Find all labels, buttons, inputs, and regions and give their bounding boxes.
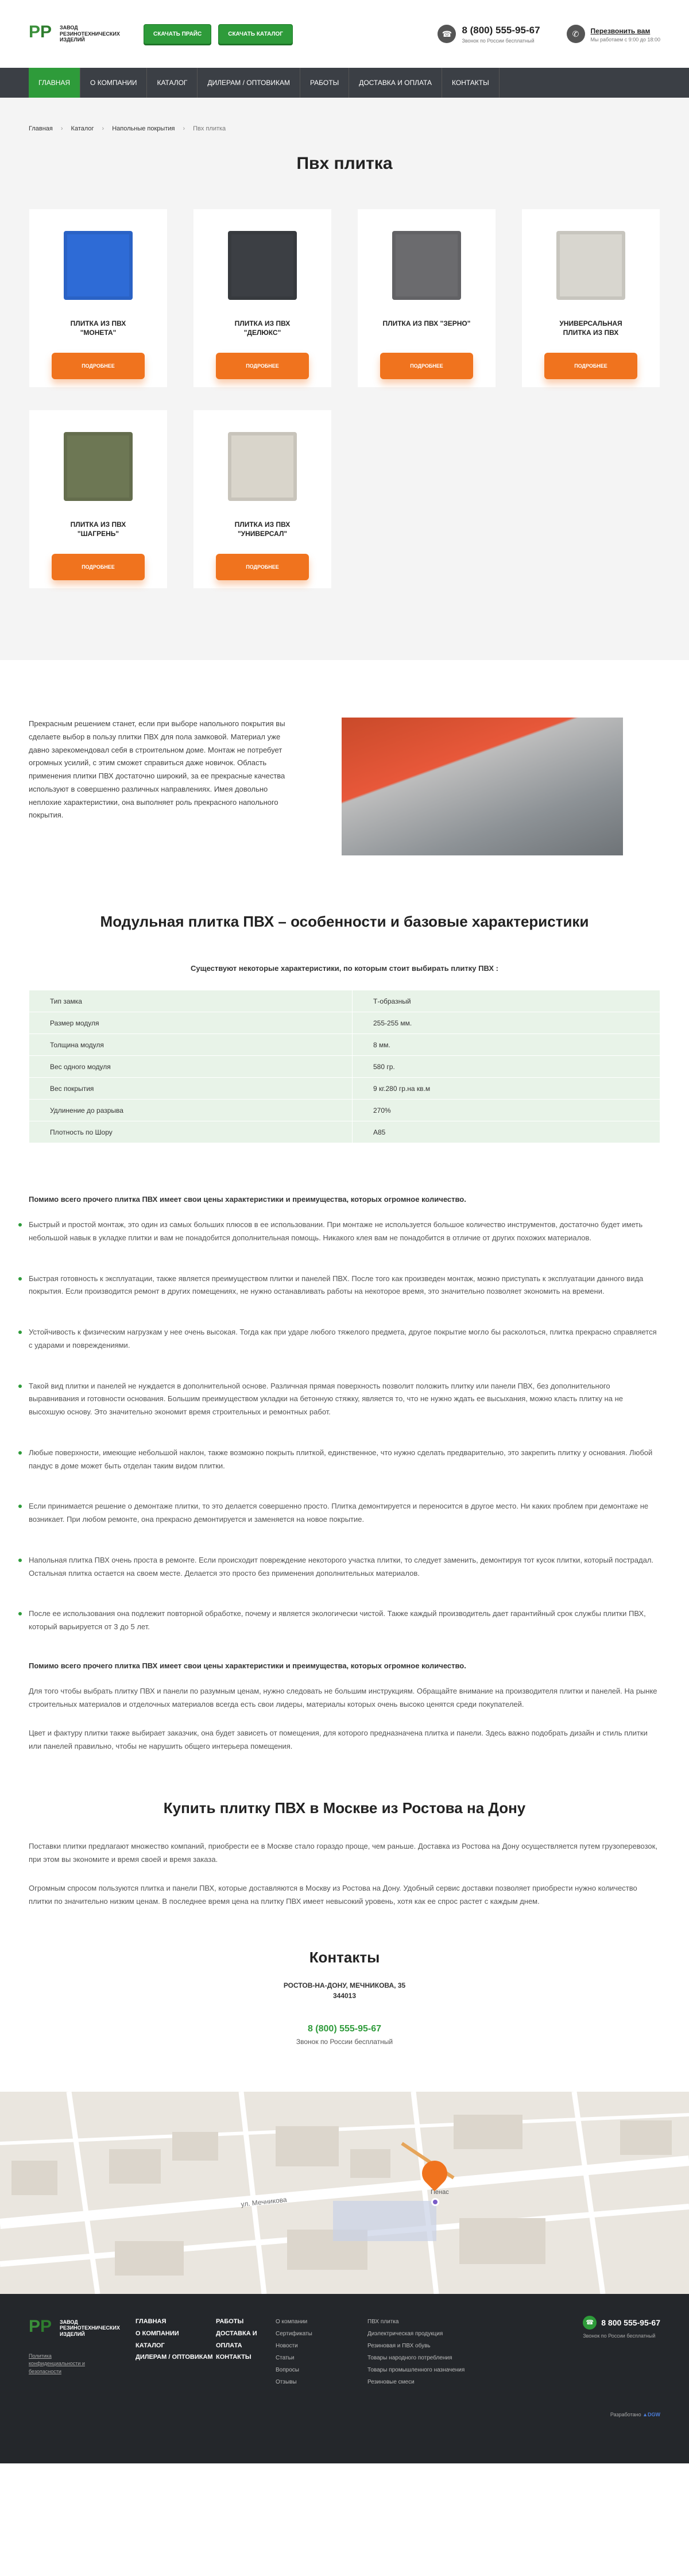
privacy-link[interactable]: Политика конфиденциальности и безопасности bbox=[29, 2353, 85, 2374]
buy-title: Купить плитку ПВХ в Москве из Ростова на Дону bbox=[163, 1799, 526, 1817]
table-row bbox=[29, 990, 660, 1012]
footer-link[interactable]: Резиновая и ПВХ обувь bbox=[367, 2342, 431, 2349]
list-item: Любые поверхности, имеющие небольшой наклон, также возможно покрыть плиткой, единственное, что нужно сделать предварительно, это закрепить плитку у основания. Любой пандус в доме может быть отделан таким видом плитки. bbox=[29, 1447, 660, 1473]
product-card[interactable] bbox=[522, 209, 660, 387]
product-card[interactable] bbox=[358, 209, 496, 387]
product-card[interactable] bbox=[29, 410, 167, 588]
second-heading: Помимо всего прочего плитка ПВХ имеет свои цены характеристики и преимущества, которых огромное количество. bbox=[29, 1661, 466, 1670]
footer-link[interactable]: РАБОТЫ bbox=[216, 2317, 244, 2325]
product-title[interactable]: ПЛИТКА ИЗ ПВХ "УНИВЕРСАЛ" bbox=[234, 520, 291, 538]
intro-text: Прекрасным решением станет, если при выборе напольного покрытия вы сделаете выбор в пользу плитки ПВХ для пола замковой. Материал уже давно зарекомендовал себя в строительном доме. Монтаж не потребует огромных усилий, с этим сможет справиться даже новичок. Область применения плитки ПВХ достаточно широкий, за ее прекрасные качества используют в совершенно различных направлениях. Имея довольно неплохие характеристики, она выполняет роль прекрасного напольного покрытия. bbox=[29, 719, 285, 820]
product-image[interactable] bbox=[228, 231, 297, 300]
logo[interactable] bbox=[29, 21, 144, 47]
footer-link[interactable]: Статьи bbox=[276, 2354, 295, 2361]
specs-caption: Существуют некоторые характеристики, по которым стоит выбирать плитку ПВХ : bbox=[191, 964, 498, 973]
table-row bbox=[29, 1034, 660, 1056]
spec-name: Плотность по Шору bbox=[29, 1121, 353, 1143]
breadcrumb: Главная › Каталог › Напольные покрытия › Пвх плитка bbox=[29, 125, 226, 132]
buy-para-2: Огромным спросом пользуются плитка и панели ПВХ, которые доставляются в Москву из Ростова на Дону. Удобный сервис доставки позволяет приобрести нужно количество плитки по значительно низким ценам. В последнее время цена на плитку ПВХ имеет невысокий уровень, хотя как ее спрос растет с каждым днем. bbox=[29, 1884, 637, 1906]
product-card[interactable] bbox=[193, 410, 331, 588]
spec-value: 270% bbox=[353, 1100, 660, 1121]
developer-logo-icon: ▲DGW bbox=[642, 2411, 660, 2417]
nav-item-0[interactable]: ГЛАВНАЯ bbox=[29, 68, 80, 98]
footer-link[interactable]: О КОМПАНИИ bbox=[136, 2330, 179, 2337]
list-item: Если принимается решение о демонтаже плитки, то это делается совершенно просто. Плитка демонтируется и переносится в другое место. Ни каких проблем при демонтаже не возникает. При любом ремонте, она прекрасно демонтируется и заменяется на новое покрытие. bbox=[29, 1500, 660, 1526]
footer-link[interactable]: Товары промышленного назначения bbox=[367, 2366, 465, 2373]
contacts-phone[interactable]: 8 (800) 555-95-67 bbox=[307, 2023, 382, 2034]
footer-link[interactable]: О компании bbox=[276, 2318, 308, 2325]
footer-link[interactable]: Отзывы bbox=[276, 2378, 297, 2385]
footer-link[interactable]: Сертификаты bbox=[276, 2330, 312, 2337]
map-poi: Пенас bbox=[431, 2188, 449, 2196]
table-row bbox=[29, 1078, 660, 1100]
breadcrumb-current: Пвх плитка bbox=[193, 125, 226, 132]
table-row bbox=[29, 1121, 660, 1143]
product-card[interactable] bbox=[29, 209, 167, 387]
footer-logo-text: ЗАВОД РЕЗИНОТЕХНИЧЕСКИХ ИЗДЕЛИЙ bbox=[60, 2319, 120, 2338]
second-para-2: Цвет и фактуру плитки также выбирает заказчик, она будет зависеть от помещения, для которого предназначена плитка и панели. Здесь важно подобрать дизайн и стиль плитки или панелей правильно, чтобы не нарушить общего интерьера помещения. bbox=[29, 1729, 648, 1750]
spec-name: Толщина модуля bbox=[29, 1034, 353, 1056]
table-row bbox=[29, 1056, 660, 1078]
footer-link[interactable]: Диэлектрическая продукция bbox=[367, 2330, 443, 2337]
contacts-address: РОСТОВ-НА-ДОНУ, МЕЧНИКОВА, 35 344013 bbox=[283, 1981, 406, 2000]
specs-table bbox=[29, 990, 660, 1143]
callback-link[interactable]: Перезвонить вам bbox=[590, 26, 651, 35]
footer-phone-icon: ☎ bbox=[583, 2316, 597, 2330]
product-photo bbox=[342, 718, 623, 855]
list-item: После ее использования она подлежит повторной обработке, почему и является экологически чистой. Также каждый производитель дает гарантийный срок службы плитки ПВХ, который варьируется от 3 до 5 лет. bbox=[29, 1607, 660, 1634]
callback-icon: ✆ bbox=[567, 25, 585, 43]
list-item: Быстрый и простой монтаж, это один из самых больших плюсов в ее использовании. При монтаже не используется большое количество инструментов, достаточно будет иметь небольшой навык в укладке плитки и вам не понадобится дополнительная помощь. Никакого клея вам не понадобится в отличие от других похожих материалов. bbox=[29, 1218, 660, 1245]
footer-link[interactable]: Новости bbox=[276, 2342, 298, 2349]
breadcrumb-floor[interactable]: Напольные покрытия bbox=[112, 125, 175, 132]
specs-title: Модульная плитка ПВХ – особенности и базовые характеристики bbox=[100, 913, 589, 930]
list-item: Устойчивость к физическим нагрузкам у нее очень высокая. Тогда как при ударе любого тяжелого предмета, другое покрытие могло бы расколоться, плитка прекрасно справляется с ударами и повреждениями. bbox=[29, 1326, 660, 1352]
page-title: Пвх плитка bbox=[296, 154, 393, 173]
footer-link[interactable]: КАТАЛОГ bbox=[136, 2342, 165, 2349]
download-catalog-button[interactable]: СКАЧАТЬ КАТАЛОГ bbox=[218, 24, 293, 44]
details-button[interactable]: ПОДРОБНЕЕ bbox=[544, 353, 637, 379]
spec-name: Тип замка bbox=[29, 990, 353, 1012]
details-button[interactable]: ПОДРОБНЕЕ bbox=[216, 554, 309, 580]
details-button[interactable]: ПОДРОБНЕЕ bbox=[380, 353, 473, 379]
footer-link[interactable]: ДОСТАВКА И ОПЛАТА bbox=[216, 2330, 257, 2349]
work-hours: Мы работаем с 9:00 до 18:00 bbox=[590, 36, 660, 43]
header-phone[interactable]: 8 (800) 555-95-67 bbox=[462, 24, 540, 36]
buy-para-1: Поставки плитки предлагают множество компаний, приобрести ее в Москве стало гораздо проще, чем раньше. Доставка из Ростова на Дону осуществляется путем грузоперевозок, при этом вы экономите и время своей и время заказа. bbox=[29, 1841, 657, 1864]
product-image[interactable] bbox=[228, 432, 297, 501]
product-card[interactable] bbox=[193, 209, 331, 387]
content bbox=[29, 660, 660, 2046]
footer-nav-3 bbox=[276, 2316, 367, 2388]
spec-value: А85 bbox=[353, 1121, 660, 1143]
map[interactable] bbox=[0, 2092, 689, 2294]
spec-value: 255-255 мм. bbox=[353, 1012, 660, 1034]
spec-name: Размер модуля bbox=[29, 1012, 353, 1034]
nav-item-3[interactable]: ДИЛЕРАМ / ОПТОВИКАМ bbox=[198, 68, 300, 98]
product-title[interactable]: ПЛИТКА ИЗ ПВХ "ЗЕРНО" bbox=[382, 319, 471, 327]
breadcrumb-home[interactable]: Главная bbox=[29, 125, 53, 132]
footer-link[interactable]: Резиновые смеси bbox=[367, 2378, 415, 2385]
footer-link[interactable]: ГЛАВНАЯ bbox=[136, 2317, 167, 2325]
product-image[interactable] bbox=[556, 231, 625, 300]
product-title[interactable]: УНИВЕРСАЛЬНАЯ ПЛИТКА ИЗ ПВХ bbox=[559, 319, 622, 337]
map-street: ул. Мечникова bbox=[240, 2195, 288, 2208]
list-item: Напольная плитка ПВХ очень проста в ремонте. Если происходит повреждение некоторого участка плитки, то следует заменить, демонтируя тот кусок плитки, который пострадал. Остальная плитка остается на своем месте. Делается это просто без применения дополнительных материалов. bbox=[29, 1554, 660, 1580]
footer-link[interactable]: Вопросы bbox=[276, 2366, 299, 2373]
logo-icon: Р Р bbox=[29, 22, 52, 41]
product-grid bbox=[29, 209, 660, 588]
footer-nav-4 bbox=[367, 2316, 482, 2388]
footer-logo-icon: Р Р bbox=[29, 2316, 52, 2336]
breadcrumb-catalog[interactable]: Каталог bbox=[71, 125, 94, 132]
product-image[interactable] bbox=[392, 231, 461, 300]
footer-link[interactable]: Товары народного потребления bbox=[367, 2354, 452, 2361]
download-price-button[interactable]: СКАЧАТЬ ПРАЙС bbox=[144, 24, 211, 44]
details-button[interactable]: ПОДРОБНЕЕ bbox=[216, 353, 309, 379]
footer bbox=[0, 2294, 689, 2463]
product-title[interactable]: ПЛИТКА ИЗ ПВХ "МОНЕТА" bbox=[70, 319, 126, 337]
table-row bbox=[29, 1100, 660, 1121]
product-image[interactable] bbox=[64, 231, 133, 300]
footer-nav-1 bbox=[136, 2316, 216, 2388]
header-phone-sub: Звонок по России бесплатный bbox=[462, 37, 535, 44]
nav-item-2[interactable]: КАТАЛОГ bbox=[147, 68, 198, 98]
footer-phone[interactable]: 8 800 555-95-67 bbox=[601, 2317, 660, 2327]
list-item: Такой вид плитки и панелей не нуждается в дополнительной основе. Различная прямая поверхность позволит положить плитку или панели ПВХ, без дополнительного выравнивания и готовности основания. Большим преимуществом укладки на бетонную стяжку, является то, что не нужно ждать ее высыхания, можно класть плитку на не высохшую основу. Это значительно экономит время строительных и ремонтных работ. bbox=[29, 1380, 660, 1419]
footer-link[interactable]: ДИЛЕРАМ / ОПТОВИКАМ bbox=[136, 2354, 213, 2361]
phone-icon: ☎ bbox=[438, 25, 456, 43]
nav-item-6[interactable]: КОНТАКТЫ bbox=[442, 68, 500, 98]
spec-value: 9 кг.280 гр.на кв.м bbox=[353, 1078, 660, 1100]
nav-item-5[interactable]: ДОСТАВКА И ОПЛАТА bbox=[349, 68, 442, 98]
nav-item-4[interactable]: РАБОТЫ bbox=[300, 68, 349, 98]
catalog-section bbox=[0, 98, 689, 660]
product-title[interactable]: ПЛИТКА ИЗ ПВХ "ШАГРЕНЬ" bbox=[70, 520, 126, 538]
spec-value: 580 гр. bbox=[353, 1056, 660, 1078]
header bbox=[0, 0, 689, 68]
footer-link[interactable]: КОНТАКТЫ bbox=[216, 2354, 251, 2361]
footer-logo[interactable] bbox=[29, 2316, 136, 2341]
logo-text: ЗАВОД РЕЗИНОТЕХНИЧЕСКИХ ИЗДЕЛИЙ bbox=[60, 24, 120, 43]
advantages-heading: Помимо всего прочего плитка ПВХ имеет свои цены характеристики и преимущества, которых огромное количество. bbox=[29, 1195, 466, 1204]
list-item: Быстрая готовность к эксплуатации, также является преимуществом плитки и панелей ПВХ. После того как произведен монтаж, можно приступать к эксплуатации данного вида покрытия. Если производится ремонт в других помещениях, не нужно останавливать работы на некоторое время, это значительно позволяет экономить на времени. bbox=[29, 1272, 660, 1299]
details-button[interactable]: ПОДРОБНЕЕ bbox=[52, 554, 145, 580]
contacts-title: Контакты bbox=[309, 1948, 380, 1966]
main-nav bbox=[0, 68, 689, 98]
footer-phone-sub: Звонок по России бесплатный bbox=[583, 2332, 656, 2339]
product-image[interactable] bbox=[64, 432, 133, 501]
product-title[interactable]: ПЛИТКА ИЗ ПВХ "ДЕЛЮКС" bbox=[234, 319, 291, 337]
contacts-phone-sub: Звонок по России бесплатный bbox=[296, 2037, 393, 2046]
nav-item-1[interactable]: О КОМПАНИИ bbox=[80, 68, 147, 98]
advantages-list bbox=[29, 1218, 660, 1634]
location-dot-icon bbox=[431, 2198, 439, 2206]
spec-value: Т-образный bbox=[353, 990, 660, 1012]
spec-name: Удлинение до разрыва bbox=[29, 1100, 353, 1121]
spec-value: 8 мм. bbox=[353, 1034, 660, 1056]
spec-name: Вес покрытия bbox=[29, 1078, 353, 1100]
second-para-1: Для того чтобы выбрать плитку ПВХ и панели по разумным ценам, нужно следовать не большим инструкциям. Обращайте внимание на производителя плитки и панелей. На рынке строительных материалов и отделочных материалов всегда есть свои лидеры, материалы которых очень высоко ценятся среди покупателей. bbox=[29, 1686, 657, 1709]
developer-credit[interactable]: Разработано ▲DGW bbox=[610, 2411, 660, 2417]
footer-link[interactable]: ПВХ плитка bbox=[367, 2318, 399, 2325]
details-button[interactable]: ПОДРОБНЕЕ bbox=[52, 353, 145, 379]
map-canvas[interactable] bbox=[0, 2092, 689, 2294]
spec-name: Вес одного модуля bbox=[29, 1056, 353, 1078]
footer-nav-2 bbox=[216, 2316, 276, 2388]
table-row bbox=[29, 1012, 660, 1034]
